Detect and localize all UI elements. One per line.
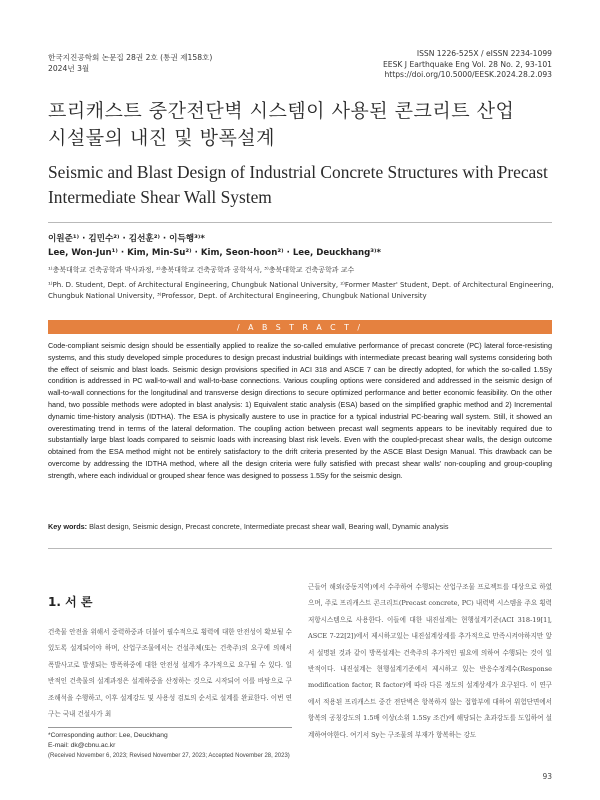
section-title: 1. 서 론 <box>48 595 93 609</box>
abstract-banner <box>48 320 552 334</box>
affiliations-korean: ¹⁾충북대학교 건축공학과 박사과정, ²⁾충북대학교 건축공학과 공학석사, ³⁾충북대학교 건축공학과 교수 <box>48 266 355 274</box>
journal-header-left <box>48 53 212 74</box>
divider <box>48 548 552 549</box>
affiliations-english: ¹⁾Ph. D. Student, Dept. of Architectural Engineering, Chungbuk National University, ²⁾Former Master' Student, Dept. of Architectural Engineering, Chungbuk National University, ³⁾Professor, Dept. of Architectural Engineering, Chungbuk National University <box>48 281 554 300</box>
body-column-right: 근들어 해외(중동지역)에서 수주하여 수행되는 산업구조물 프로젝트를 대상으로 하였으며, 주로 프리캐스트 콘크리트(Precast concrete, PC) 내력벽 시스템을 주요 횡력저항시스템으로 사용한다. 이들에 대한 내진설계는 현행설계기준(ACI 318-19[1], ASCE 7-22[2])에서 제시하고있는 내진설계상세를 추가적으로 만족시켜야하지만 앞서 설명된 것과 같이 방폭설계는 건축주의 추가적인 필요에 의하여 수행되는 것이 일반적이다. 내진설계는 현행설계기준에서 제시하고 있는 반응수정계수(Response modification factor, R factor)에 따라 다른 정도의 설계상세가 요구된다. 이 연구에서 적용된 프리캐스트 중간 전단벽은 항복하지 않는 접합부에 대하여 위험단면에서 항복의 공칭강도의 1.5배 이상(소위 1.5Sy 조건)에 해당되는 초과강도를 도입하여 설계하여야한다. 여기서 Sy는 구조물의 부재가 항복하는 강도 <box>308 583 552 739</box>
keywords-text: Blast design, Seismic design, Precast concrete, Intermediate precast shear wall, Bearing wall, Dynamic analysis <box>89 522 449 531</box>
doi-link[interactable]: https://doi.org/10.5000/EESK.2024.28.2.093 <box>384 70 552 79</box>
received-dates: (Received November 6, 2023; Revised November 27, 2023; Accepted November 28, 2023) <box>48 753 290 759</box>
footnote <box>48 731 308 761</box>
abstract-text: Code-compliant seismic design should be essentially applied to realize the so-called emulative performance of precast concrete (PC) lateral force-resisting systems, and this study developed simple procedures to design precast industrial buildings with intermediate precast bearing wall systems considering both the effect of seismic and blast loads. Seismic design provisions specified in ACI 318 and ASCE 7 can be directly adopted, for which the so-called 1.5Sy condition is addressed in PC wall-to-wall and wall-to-base connections. Various coupling options were considered and addressed in the seismic design of wall-to-wall connections for the longitudinal and transverse design directions to secure optimized performance and better economic feasibility. On the other hand, two possible methods were adopted in blast analysis: 1) Equivalent static analysis (ESA) based on the simplified graphic method and 2) Incremental dynamic time-history analysis (IDTHA). The ESA is physically austere to use in practice for a typical industrial PC-bearing wall system. Still, it showed an overestimating trend in terms of the lateral deformation. The coupling action between precast wall segments appears to be inevitably required due to substantially large blast loads compared to seismic loads with increasing blast risk levels. Even with the coupled-precast shear walls, the design outcome obtained from the ESA method might not be entirely satisfactory to the drift criteria presented by the ASCE Blast Design Manual. This drawback can be overcome by addressing the IDTHA method, where all the design criteria were fully satisfied with precast shear walls' non-coupling and group-coupling strength, where each individual or grouped shear fence was designed to possess 1.5Sy for the seismic design. <box>48 341 552 480</box>
corresponding-author: *Corresponding author: Lee, Deuckhang <box>48 732 168 739</box>
authors-korean: 이원준¹⁾ · 김민수²⁾ · 김선훈²⁾ · 이득행³⁾* <box>48 234 205 244</box>
keywords-label: Key words: <box>48 522 88 531</box>
title-korean: 프리캐스트 중간전단벽 시스템이 사용된 콘크리트 산업 시설물의 내진 및 방폭설계 <box>48 100 515 149</box>
journal-name-en: EESK J Earthquake Eng Vol. 28 No. 2, 93-101 <box>382 59 552 69</box>
title-english: Seismic and Blast Design of Industrial Concrete Structures with Precast Intermediate Shear Wall System <box>48 162 548 207</box>
journal-header-right <box>383 49 552 81</box>
author-email[interactable]: E-mail: dk@cbnu.ac.kr <box>48 742 116 749</box>
footnote-divider <box>48 727 292 728</box>
abstract-label: / A B S T R A C T / <box>237 322 363 332</box>
keywords <box>48 522 552 531</box>
body-column-left: 건축물 안전을 위해서 중력하중과 더불어 필수적으로 횡력에 대한 안전성이 확보될 수 있도록 설계되어야 하며, 산업구조물에서는 건설주체(또는 건축주)의 요구에 의해서 폭발사고로 발생되는 방폭하중에 대한 안전성 설계가 추가적으로 요구될 수 있다. 일반적인 건축물의 설계과정은 설계하중을 산정하는 것으로 시작되어 이를 바탕으로 구조해석을 수행하고, 이후 설계강도 및 사용성 검토의 순서로 설계를 완료한다. 이번 연구는 국내 건설사가 최 <box>48 628 292 719</box>
issn: ISSN 1226-525X / eISSN 2234-1099 <box>416 49 552 58</box>
authors-english: Lee, Won-Jun¹⁾ · Kim, Min-Su²⁾ · Kim, Seon-hoon²⁾ · Lee, Deuckhang³⁾* <box>48 248 382 258</box>
page-number: 93 <box>542 772 552 781</box>
journal-date-ko: 2024년 3월 <box>48 63 90 73</box>
journal-name-ko: 한국지진공학회 논문집 28권 2호 (통권 제158호) <box>48 53 213 62</box>
divider <box>48 222 552 223</box>
